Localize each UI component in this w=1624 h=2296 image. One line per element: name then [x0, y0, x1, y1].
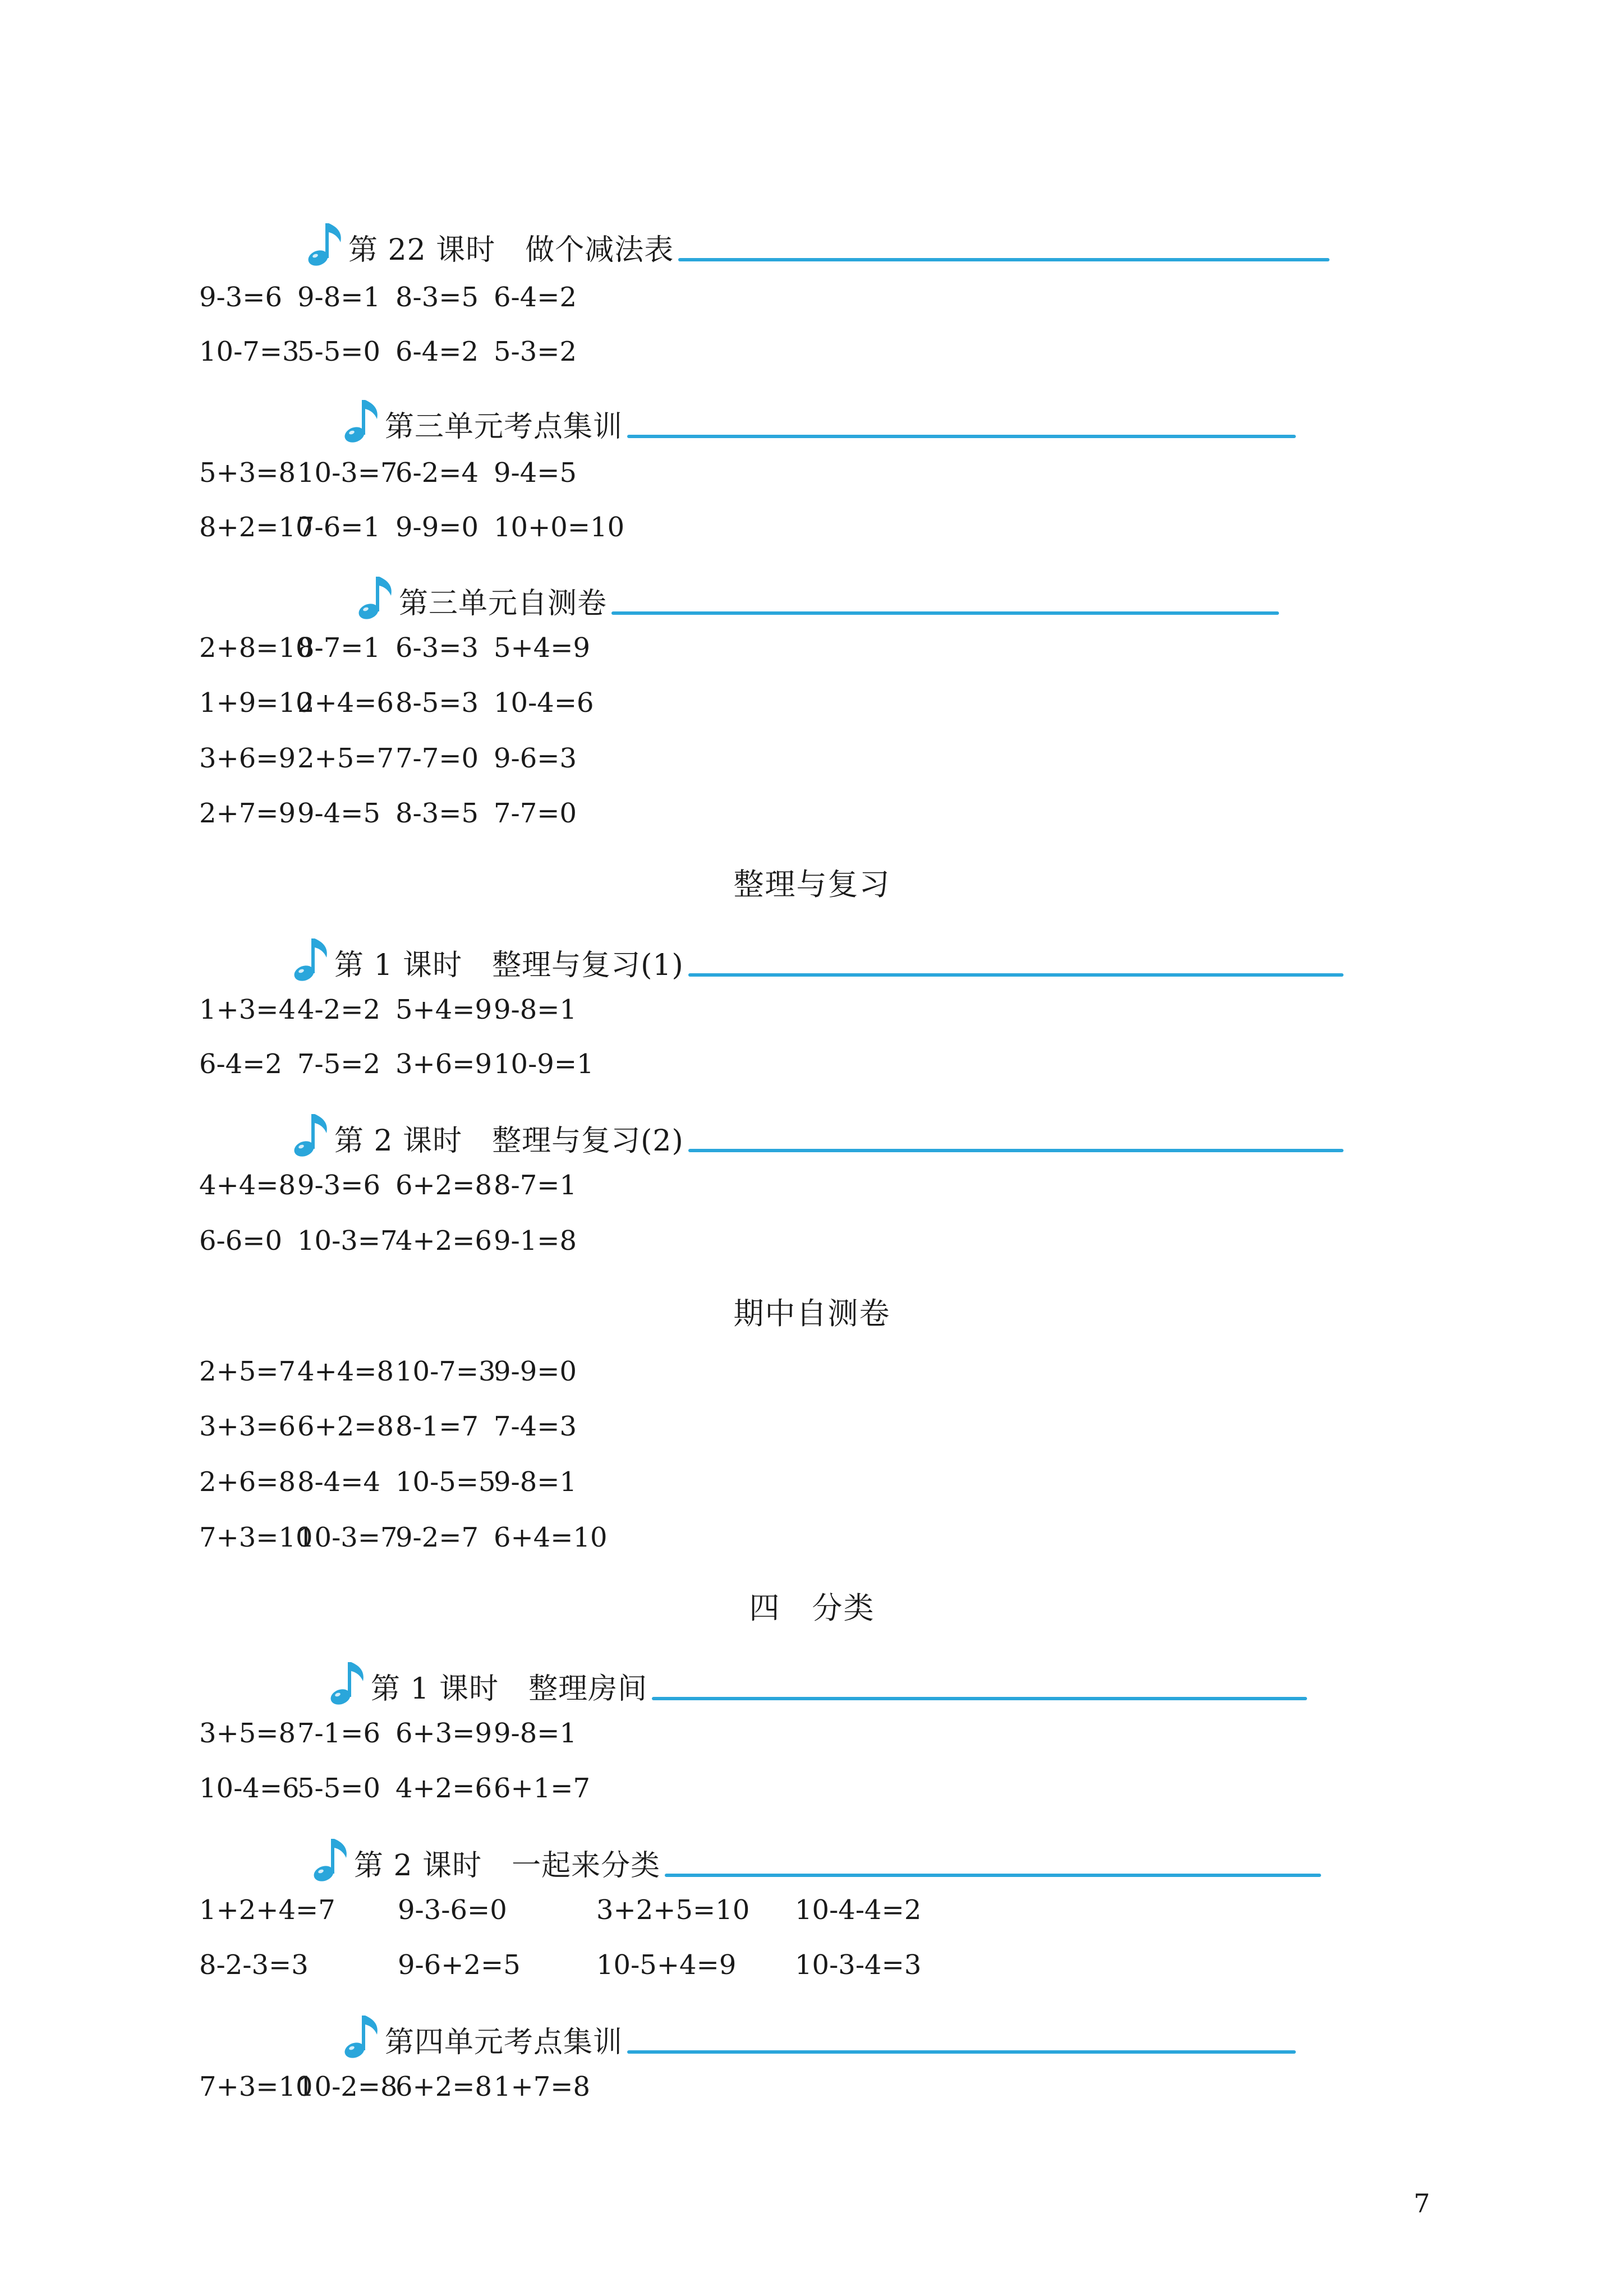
- equation: 10-9=1: [494, 1048, 594, 1080]
- equation: 8-7=1: [297, 632, 381, 664]
- equation: 2+8=10: [199, 632, 313, 664]
- equation: 6+1=7: [494, 1773, 591, 1804]
- equation: 10-3-4=3: [795, 1949, 922, 1981]
- equation-row: [199, 1714, 592, 1753]
- equation: 9-6=3: [494, 743, 577, 774]
- equation: 6-4=2: [494, 282, 577, 313]
- lesson-heading-review-2: [292, 1098, 1344, 1160]
- music-note-icon: [311, 1834, 351, 1885]
- equation-row: [199, 1407, 592, 1446]
- music-note-icon: [306, 219, 345, 269]
- equation: 2+7=9: [199, 798, 296, 829]
- equation: 10-5+4=9: [596, 1949, 737, 1981]
- heading-underline: [611, 611, 1279, 615]
- equation: 3+3=6: [199, 1411, 296, 1442]
- section-title: 期中自测卷: [733, 1296, 891, 1331]
- equation-row: [199, 1890, 993, 1930]
- equation: 7-4=3: [494, 1411, 577, 1442]
- section-title: 整理与复习: [733, 867, 891, 902]
- equation: 8-1=7: [395, 1411, 479, 1442]
- heading-text: 第三单元自测卷: [399, 587, 608, 620]
- equation-row: [199, 1352, 592, 1391]
- equation: 1+7=8: [494, 2071, 591, 2102]
- equation-row: [199, 683, 592, 723]
- equation: 10-7=3: [395, 1356, 496, 1387]
- equation: 6-4=2: [395, 336, 479, 367]
- equation: 9-3=6: [199, 282, 283, 313]
- lesson-heading-unit3-review: [342, 384, 1296, 446]
- equation: 10-2=8: [297, 2071, 398, 2102]
- equation: 10-4-4=2: [795, 1894, 922, 1926]
- equation: 7-6=1: [297, 512, 381, 543]
- lesson-heading-unit3-test: [356, 561, 1279, 623]
- heading-text: 第 2 课时 一起来分类: [354, 1849, 661, 1883]
- equation: 4+2=6: [395, 1225, 493, 1257]
- page-number: 7: [1414, 2188, 1430, 2219]
- equation: 5+4=9: [395, 994, 493, 1025]
- equation-row: [199, 1221, 592, 1260]
- equation: 10-3=7: [297, 1225, 398, 1257]
- heading-underline: [627, 435, 1296, 438]
- equation: 8-4=4: [297, 1466, 381, 1498]
- equation: 6+2=8: [395, 2071, 493, 2102]
- equation: 6+3=9: [395, 1718, 493, 1749]
- equation: 6-4=2: [199, 1048, 283, 1080]
- equation: 6+2=8: [395, 1170, 493, 1201]
- equation: 3+2+5=10: [596, 1894, 750, 1926]
- equation: 7-1=6: [297, 1718, 381, 1749]
- equation: 5+4=9: [494, 632, 591, 664]
- equation: 10-7=3: [199, 336, 300, 367]
- equation-row: [199, 990, 592, 1029]
- equation: 6-3=3: [395, 632, 479, 664]
- equation: 8-5=3: [395, 687, 479, 719]
- heading-text: 第 22 课时 做个减法表: [348, 233, 674, 267]
- equation-row: [199, 1518, 608, 1557]
- equation-row: [199, 508, 625, 547]
- equation: 5-3=2: [494, 336, 577, 367]
- equation: 5+3=8: [199, 457, 296, 489]
- equation: 9-2=7: [395, 1522, 479, 1553]
- lesson-heading-review-1: [292, 923, 1344, 984]
- equation: 9-8=1: [494, 1718, 577, 1749]
- equation: 1+9=10: [199, 687, 313, 719]
- section-title: 四 分类: [749, 1590, 875, 1626]
- equation-row: [199, 1945, 993, 1985]
- equation: 3+5=8: [199, 1718, 296, 1749]
- lesson-heading-unit4-review: [342, 2000, 1296, 2062]
- equation: 2+6=8: [199, 1466, 296, 1498]
- equation: 9-3-6=0: [398, 1894, 507, 1926]
- heading-text: 第三单元考点集训: [385, 410, 623, 444]
- equation: 4+4=8: [297, 1356, 394, 1387]
- lesson-heading-22: [306, 208, 1329, 269]
- music-note-icon: [292, 1110, 331, 1160]
- equation: 6+4=10: [494, 1522, 608, 1553]
- equation: 8-7=1: [494, 1170, 577, 1201]
- equation-row: [199, 794, 592, 833]
- equation: 10-3=7: [297, 1522, 398, 1553]
- equation: 9-4=5: [494, 457, 577, 489]
- equation: 9-3=6: [297, 1170, 381, 1201]
- equation: 9-1=8: [494, 1225, 577, 1257]
- equation: 9-4=5: [297, 798, 381, 829]
- heading-text: 第 1 课时 整理与复习(1): [334, 949, 684, 982]
- equation-row: [199, 453, 592, 493]
- equation: 3+6=9: [395, 1048, 493, 1080]
- equation-row: [199, 1045, 592, 1084]
- heading-underline: [652, 1697, 1307, 1700]
- equation: 8-2-3=3: [199, 1949, 309, 1981]
- equation: 7+3=10: [199, 2071, 313, 2102]
- equation-row: [199, 278, 592, 317]
- equation: 4+2=6: [395, 1773, 493, 1804]
- equation: 5-5=0: [297, 336, 381, 367]
- heading-text: 第四单元考点集训: [385, 2026, 623, 2059]
- equation: 10-4=6: [494, 687, 594, 719]
- heading-text: 第 1 课时 整理房间: [371, 1672, 648, 1706]
- equation-row: [199, 739, 592, 778]
- equation: 7-5=2: [297, 1048, 381, 1080]
- equation: 8+2=10: [199, 512, 313, 543]
- equation: 8-3=5: [395, 798, 479, 829]
- equation-row: [199, 1166, 592, 1205]
- equation: 9-8=1: [494, 1466, 577, 1498]
- equation: 9-8=1: [494, 994, 577, 1025]
- equation: 6-6=0: [199, 1225, 283, 1257]
- equation: 2+5=7: [297, 743, 394, 774]
- equation: 7-7=0: [395, 743, 479, 774]
- equation: 7-7=0: [494, 798, 577, 829]
- heading-underline: [627, 2050, 1296, 2054]
- equation: 9-9=0: [395, 512, 479, 543]
- equation: 2+5=7: [199, 1356, 296, 1387]
- equation-row: [199, 2067, 592, 2106]
- equation-row: [199, 1462, 592, 1502]
- heading-underline: [665, 1874, 1321, 1877]
- equation: 5-5=0: [297, 1773, 381, 1804]
- equation: 10-3=7: [297, 457, 398, 489]
- equation: 4-2=2: [297, 994, 381, 1025]
- heading-underline: [688, 1149, 1344, 1152]
- equation: 9-8=1: [297, 282, 381, 313]
- equation: 2+4=6: [297, 687, 394, 719]
- equation: 9-6+2=5: [398, 1949, 521, 1981]
- equation: 6+2=8: [297, 1411, 394, 1442]
- heading-underline: [688, 973, 1344, 977]
- equation-row: [199, 1769, 592, 1808]
- equation: 9-9=0: [494, 1356, 577, 1387]
- equation-row: [199, 628, 592, 668]
- equation: 8-3=5: [395, 282, 479, 313]
- equation-row: [199, 332, 592, 371]
- lesson-heading-tidy-room: [328, 1646, 1307, 1708]
- music-note-icon: [342, 2011, 381, 2062]
- heading-text: 第 2 课时 整理与复习(2): [334, 1124, 684, 1158]
- music-note-icon: [356, 572, 395, 623]
- equation: 10-5=5: [395, 1466, 496, 1498]
- equation: 10+0=10: [494, 512, 625, 543]
- equation: 10-4=6: [199, 1773, 300, 1804]
- equation: 7+3=10: [199, 1522, 313, 1553]
- heading-underline: [678, 258, 1329, 261]
- equation: 3+6=9: [199, 743, 296, 774]
- equation: 1+2+4=7: [199, 1894, 335, 1926]
- equation: 4+4=8: [199, 1170, 296, 1201]
- music-note-icon: [292, 934, 331, 984]
- music-note-icon: [328, 1658, 367, 1708]
- equation: 6-2=4: [395, 457, 479, 489]
- lesson-heading-sorting: [311, 1823, 1321, 1885]
- equation: 1+3=4: [199, 994, 296, 1025]
- music-note-icon: [342, 395, 381, 446]
